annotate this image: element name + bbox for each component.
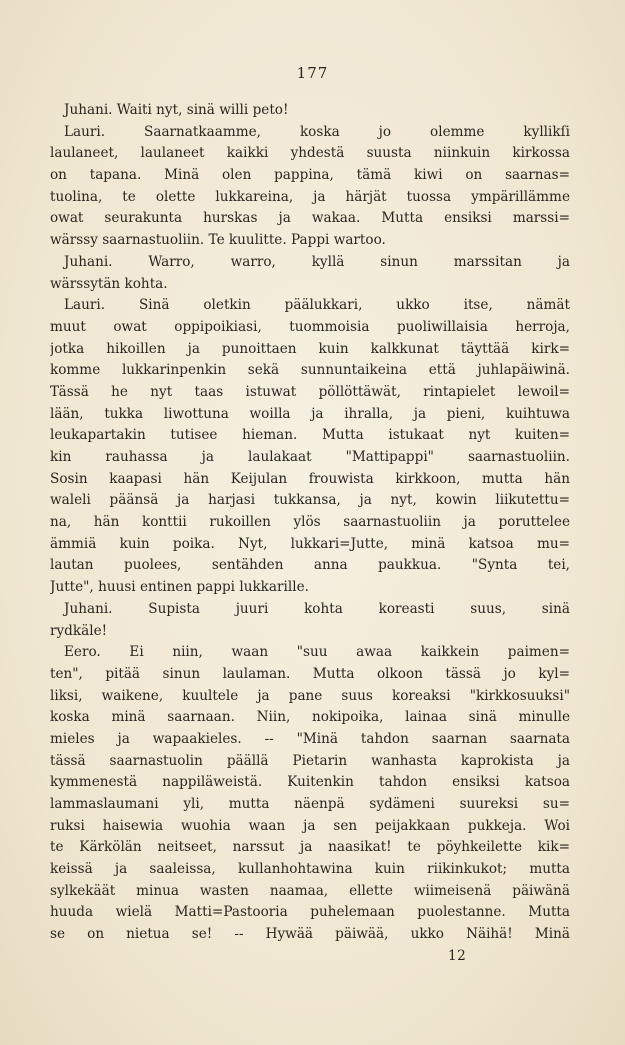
text-line: te Kärkölän neitseet, narssut ja naasikat! te pöyhkeilette kik= [50, 839, 570, 856]
text-line: se on nietua se! -- Hywää päiwää, ukko Näihä! Minä [50, 926, 570, 943]
body-text [50, 100, 570, 946]
text-line: ten", pitää sinun laulaman. Mutta olkoon tässä jo kyl= [50, 665, 570, 682]
text-line: lammaslaumani yli, mutta näenpä sydämeni suureksi su= [50, 796, 570, 812]
text-line: Jutte", huusi entinen pappi lukkarille. [50, 579, 309, 596]
text-line: Sosin kaapasi hän Keijulan frouwista kirkkoon, mutta hän [50, 470, 570, 487]
text-line: huuda wielä Matti=Pastooria puhelemaan puolestanne. Mutta [50, 904, 570, 921]
text-line: keissä ja saaleissa, kullanhohtawina kuin riikinkukot; mutta [50, 861, 570, 878]
text-line: sylkekäät minua wasten naamaa, ellette wiimeisenä päiwänä [50, 882, 570, 899]
text-line: Tässä he nyt taas istuwat pöllöttäwät, rintapielet lewoil= [50, 383, 570, 400]
text-line: tuolina, te olette lukkareina, ja härjät tuossa ympärillämme [50, 188, 570, 205]
signature-mark: 12 [448, 948, 467, 964]
text-line: muut owat oppipoikiasi, tuommoisia puoliwillaisia herroja, [50, 318, 570, 335]
text-line: Lauri. Sinä oletkin päälukkari, ukko itse, nämät [64, 297, 570, 314]
text-line: Juhani. Supista juuri kohta koreasti suus, sinä [64, 600, 570, 617]
text-line: lään, tukka liwottuna woilla ja ihralla, ja pieni, kuihtuwa [50, 405, 570, 422]
text-line: koska minä saarnaan. Niin, nokipoika, lainaa sinä minulle [50, 709, 570, 726]
text-line: rydkäle! [50, 622, 108, 639]
text-line: Juhani. Waiti nyt, sinä willi peto! [64, 102, 289, 118]
text-line: Lauri. Saarnatkaamme, koska jo olemme kyllikſi [64, 123, 570, 140]
text-line: kymmenestä nappiläweistä. Kuitenkin tahdon ensiksi katsoa [50, 774, 570, 791]
text-line: waleli päänsä ja harjasi tukkansa, ja nyt, kowin liikutettu= [50, 492, 570, 509]
text-line: owat seurakunta hurskas ja wakaa. Mutta ensiksi marssi= [50, 210, 570, 227]
text-line: komme lukkarinpenkin sekä sunnuntaikeina että juhlapäiwinä. [50, 362, 570, 379]
text-line: ämmiä kuin poika. Nyt, lukkari=Jutte, minä katsoa mu= [50, 535, 570, 552]
page-number: 177 [296, 64, 329, 82]
text-line: kin rauhassa ja laulakaat "Mattipappi" saarnastuoliin. [50, 449, 570, 465]
text-line: mieles ja wapaakieles. -- "Minä tahdon saarnan saarnata [50, 730, 570, 747]
text-line: leukapartakin tutisee hieman. Mutta istukaat nyt kuiten= [50, 427, 570, 444]
text-line: on tapana. Minä olen pappina, tämä kiwi on saarnas= [50, 167, 570, 184]
text-line: lautan puolees, sentähden anna paukkua. "Synta tei, [50, 557, 570, 574]
text-line: na, hän konttii rukoillen ylös saarnastuoliin ja poruttelee [50, 514, 570, 531]
text-line: wärssy saarnastuoliin. Te kuulitte. Pappi wartoo. [50, 232, 386, 249]
text-line: ruksi haisewia wuohia waan ja sen peijakkaan pukkeja. Woi [50, 817, 570, 834]
text-line: liksi, waikene, kuultele ja pane suus koreaksi "kirkkosuuksi" [50, 687, 570, 704]
text-line: Juhani. Warro, warro, kyllä sinun marssitan ja [64, 253, 570, 270]
text-line: wärssytän kohta. [50, 275, 168, 292]
text-line: tässä saarnastuolin päällä Pietarin wanhasta kaprokista ja [50, 752, 570, 769]
text-line: jotka hikoillen ja punoittaen kuin kalkkunat täyttää kirk= [50, 340, 570, 357]
text-line: laulaneet, laulaneet kaikki yhdestä suusta niinkuin kirkossa [50, 145, 570, 162]
text-line: Eero. Ei niin, waan "suu awaa kaikkein paimen= [64, 644, 570, 661]
